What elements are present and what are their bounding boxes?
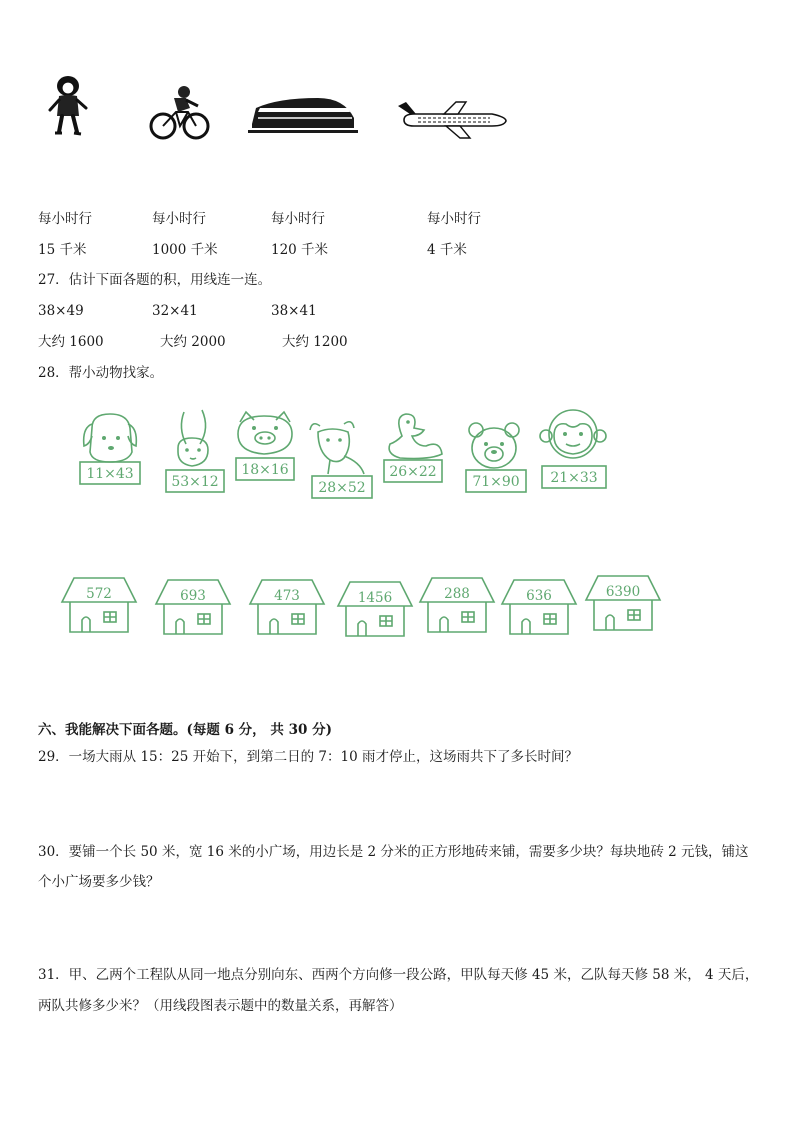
- caption-walk: 每小时行: [38, 211, 92, 227]
- caption-train: 每小时行: [271, 211, 325, 227]
- expression: 38×49: [38, 303, 84, 319]
- question-28-stem: 28．帮小动物找家。: [38, 365, 164, 381]
- house: [584, 572, 662, 632]
- animal-card-label: 53×12: [171, 474, 219, 490]
- animal-card-label: 21×33: [550, 470, 598, 486]
- train-icon: [248, 94, 358, 136]
- question-27-stem: 27．估计下面各题的积，用线连一连。: [38, 272, 272, 288]
- question-31-line2: 两队共修多少米？（用线段图表示题中的数量关系，再解答）: [38, 998, 403, 1014]
- question-30-line1: 30．要铺一个长 50 米，宽 16 米的小广场，用边长是 2 分米的正方形地砖来铺，需要多少块？每块地砖 2 元钱，铺这: [38, 844, 749, 860]
- animal-card-label: 26×22: [389, 464, 437, 480]
- question-29: 29．一场大雨从 15：25 开始下，到第二日的 7：10 雨才停止，这场雨共下了多长时间？: [38, 749, 578, 765]
- animal-card-label: 18×16: [241, 462, 289, 478]
- caption-bike: 每小时行: [152, 211, 206, 227]
- house: [336, 578, 414, 638]
- animal-card-label: 11×43: [86, 466, 134, 482]
- estimate: 大约 1200: [282, 334, 348, 350]
- house-number: 473: [274, 588, 300, 604]
- house-number: 572: [86, 586, 112, 602]
- house: [60, 574, 138, 634]
- house-number: 1456: [357, 590, 393, 606]
- pig-icon: [232, 408, 298, 484]
- expression: 32×41: [152, 303, 198, 319]
- speed-option: 4 千米: [427, 242, 467, 258]
- house: [500, 576, 578, 636]
- estimate: 大约 1600: [38, 334, 104, 350]
- question-30-line2: 个小广场要多少钱？: [38, 874, 160, 890]
- goat-icon: [308, 418, 378, 502]
- airplane-icon: [396, 100, 508, 140]
- girl-walking-icon: [46, 74, 90, 138]
- rabbit-icon: [160, 408, 230, 496]
- dog-icon: [78, 410, 144, 490]
- expression: 38×41: [271, 303, 317, 319]
- bear-icon: [462, 420, 530, 496]
- animal-card-label: 28×52: [318, 480, 366, 496]
- house: [418, 574, 496, 634]
- estimate: 大约 2000: [160, 334, 226, 350]
- house-number: 288: [444, 586, 470, 602]
- monkey-icon: [538, 410, 610, 494]
- question-31-line1: 31．甲、乙两个工程队从同一地点分别向东、西两个方向修一段公路，甲队每天修 45 米，乙队每天修 58 米， 4 天后，: [38, 967, 759, 983]
- speed-option: 1000 千米: [152, 242, 218, 258]
- speed-option: 120 千米: [271, 242, 329, 258]
- house: [248, 576, 326, 636]
- animal-card-label: 71×90: [472, 474, 520, 490]
- caption-plane: 每小时行: [427, 211, 481, 227]
- duck-icon: [380, 410, 448, 486]
- speed-option: 15 千米: [38, 242, 87, 258]
- cyclist-icon: [150, 84, 210, 142]
- house: [154, 576, 232, 636]
- section-6-heading: 六、我能解决下面各题。(每题 6 分， 共 30 分): [38, 722, 332, 738]
- house-number: 636: [526, 588, 552, 604]
- house-number: 693: [180, 588, 206, 604]
- house-number: 6390: [605, 584, 641, 600]
